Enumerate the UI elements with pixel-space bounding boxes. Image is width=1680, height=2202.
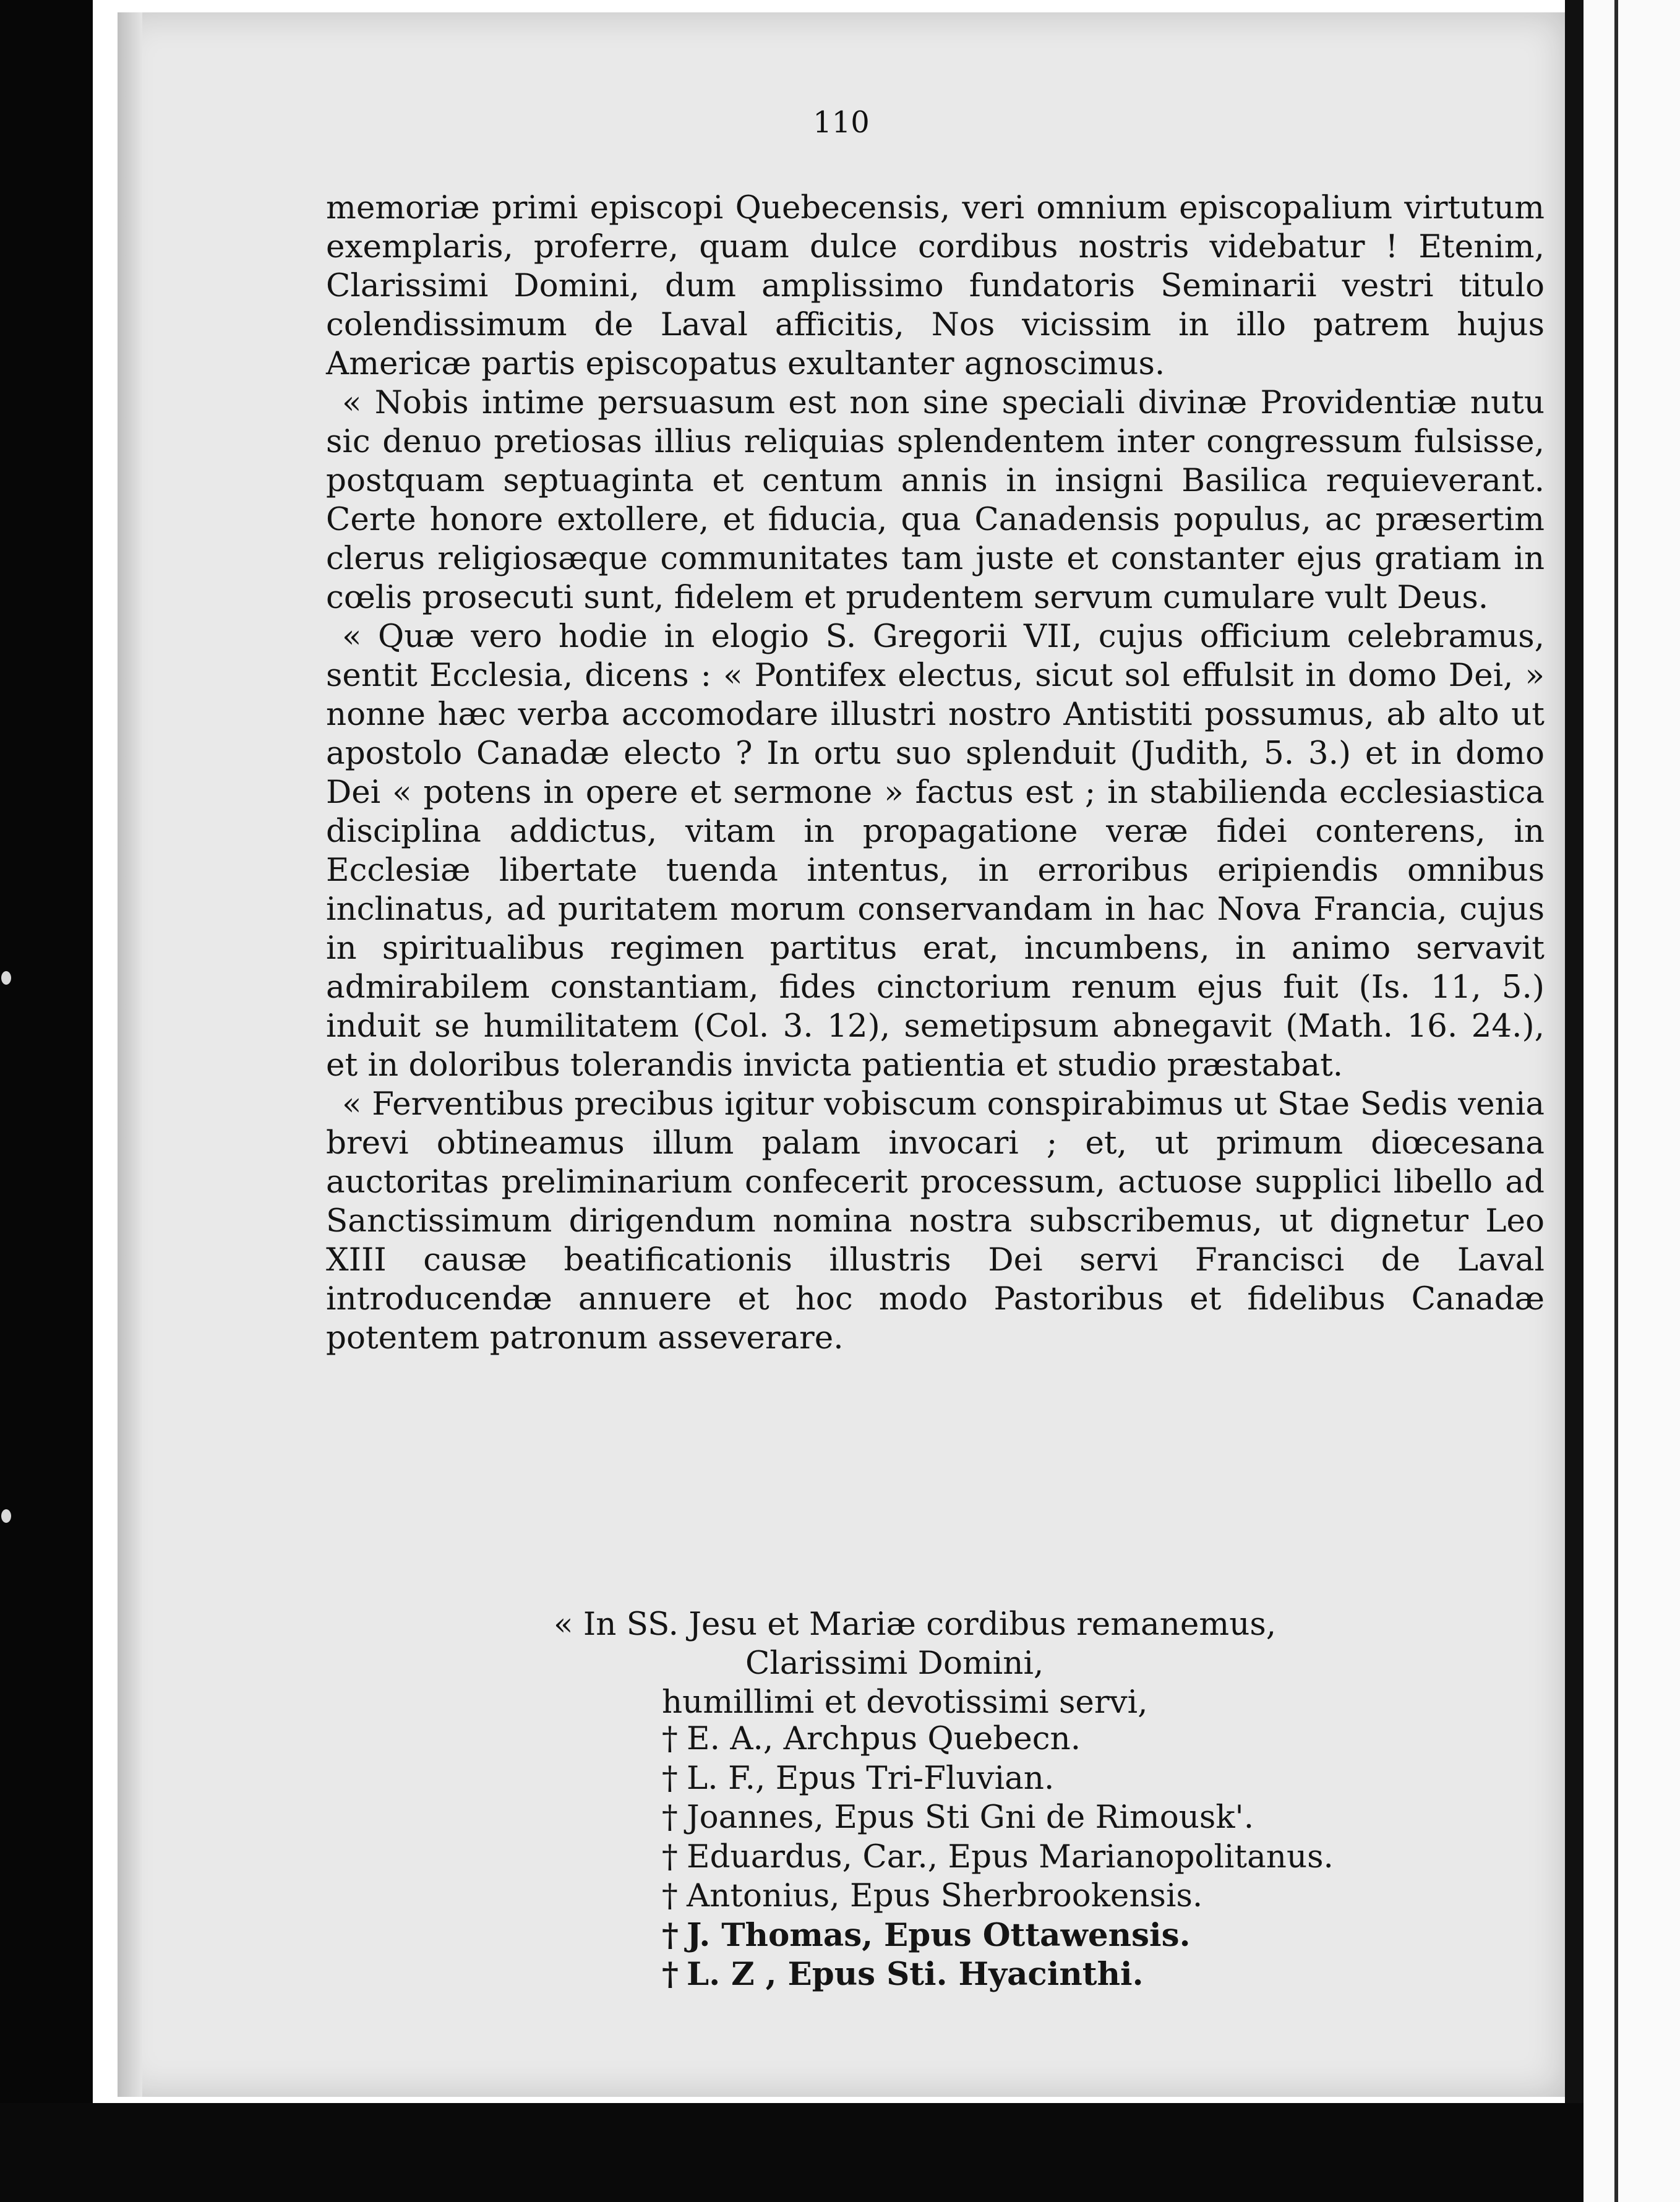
signature-name: Eduardus, Car., Epus Marianopolitanus. bbox=[687, 1838, 1334, 1875]
closing-line-1: « In SS. Jesu et Mariæ cordibus remanemus, bbox=[554, 1606, 1277, 1643]
signature-name: L. F., Epus Tri-Fluvian. bbox=[687, 1759, 1055, 1797]
signature-row bbox=[662, 1877, 1528, 1916]
signature-row bbox=[662, 1759, 1528, 1799]
closing-line-2: Clarissimi Domini, bbox=[745, 1645, 1044, 1682]
scan-edge-line bbox=[1614, 0, 1618, 2202]
signature-row bbox=[662, 1955, 1528, 1995]
signature-row bbox=[662, 1916, 1528, 1956]
scan-margin-left bbox=[0, 0, 93, 2202]
binding-hole bbox=[1, 971, 11, 985]
signature-row bbox=[662, 1838, 1528, 1877]
paragraph-3: « Quæ vero hodie in elogio S. Gregorii VII, cujus officium celebramus, sentit Ecclesia, dicens : « Pontifex electus, sicut sol effulsit in domo Dei, » nonne hæc verba accomodare illustri nostro Antistiti possumus, ab alto ut apostolo Canadæ electo ? In ortu suo splenduit (Judith, 5. 3.) et in domo Dei « potens in opere et sermone » factus est ; in stabilienda ecclesiastica disciplina addictus, vitam in propagatione veræ fidei conterens, in Ecclesiæ libertate tuenda intentus, in erroribus eripiendis omnibus inclinatus, ad puritatem morum conservandam in hac Nova Francia, cujus in spiritualibus regimen partitus erat, incumbens, in animo servavit admirabilem constantiam, fides cinctorium renum ejus fuit (Is. 11, 5.) induit se humilitatem (Col. 3. 12), semetipsum abnegavit (Math. 16. 24.), et in doloribus tolerandis invicta patientia et studio præstabat. bbox=[326, 618, 1545, 1084]
page-spine-shadow bbox=[118, 12, 142, 2097]
dagger-icon: † bbox=[662, 1720, 678, 1757]
dagger-icon: † bbox=[662, 1916, 679, 1954]
dagger-icon: † bbox=[662, 1838, 678, 1875]
signature-row bbox=[662, 1720, 1528, 1759]
book-page bbox=[118, 12, 1565, 2097]
signature-name: Joannes, Epus Sti Gni de Rimousk'. bbox=[687, 1799, 1254, 1836]
page-number: 110 bbox=[813, 105, 870, 140]
dagger-icon: † bbox=[662, 1759, 678, 1797]
signature-name: E. A., Archpus Quebecn. bbox=[687, 1720, 1081, 1757]
signature-row bbox=[662, 1798, 1528, 1838]
scan-edge-right bbox=[1584, 0, 1680, 2202]
signature-name: Antonius, Epus Sherbrookensis. bbox=[687, 1877, 1203, 1914]
dagger-icon: † bbox=[662, 1956, 679, 1993]
dagger-icon: † bbox=[662, 1799, 678, 1836]
paragraph-1: memoriæ primi episcopi Quebecensis, veri omnium episcopalium virtutum exemplaris, proferre, quam dulce cordibus nostris videbatur ! Etenim, Clarissimi Domini, dum amplissimo fundatoris Seminarii vestri titulo colendissimum de Laval afficitis, Nos vicissim in illo patrem hujus Americæ partis episcopatus exultanter agnoscimus. bbox=[326, 189, 1545, 382]
paragraph-4: « Ferventibus precibus igitur vobiscum conspirabimus ut Stae Sedis venia brevi obtineamus illum palam invocari ; et, ut primum diœcesana auctoritas preliminarium confecerit processum, actuose supplici libello ad Sanctissimum dirigendum nomina nostra subscribemus, ut dignetur Leo XIII causæ beatificationis illustris Dei servi Francisci de Laval introducendæ annuere et hoc modo Pastoribus et fidelibus Canadæ potentem patronum asseverare. bbox=[326, 1086, 1545, 1356]
dagger-icon: † bbox=[662, 1877, 678, 1914]
scan-margin-bottom bbox=[0, 2103, 1584, 2202]
signature-name: J. Thomas, Epus Ottawensis. bbox=[687, 1916, 1191, 1954]
binding-hole bbox=[1, 1509, 11, 1523]
signature-name: L. Z , Epus Sti. Hyacinthi. bbox=[687, 1956, 1144, 1993]
body-text bbox=[326, 189, 1545, 1358]
paragraph-2: « Nobis intime persuasum est non sine speciali divinæ Providentiæ nutu sic denuo pretiosas illius reliquias splendentem inter congressum fulsisse, postquam septuaginta et centum annis in insigni Basilica requieverant. Certe honore extollere, et fiducia, qua Canadensis populus, ac præsertim clerus religiosæque communitates tam juste et constanter ejus gratiam in cœlis prosecuti sunt, fidelem et prudentem servum cumulare vult Deus. bbox=[326, 384, 1545, 616]
scan-margin-right bbox=[1565, 0, 1584, 2202]
signature-list bbox=[662, 1720, 1528, 1995]
closing-line-3: humillimi et devotissimi servi, bbox=[662, 1684, 1148, 1721]
